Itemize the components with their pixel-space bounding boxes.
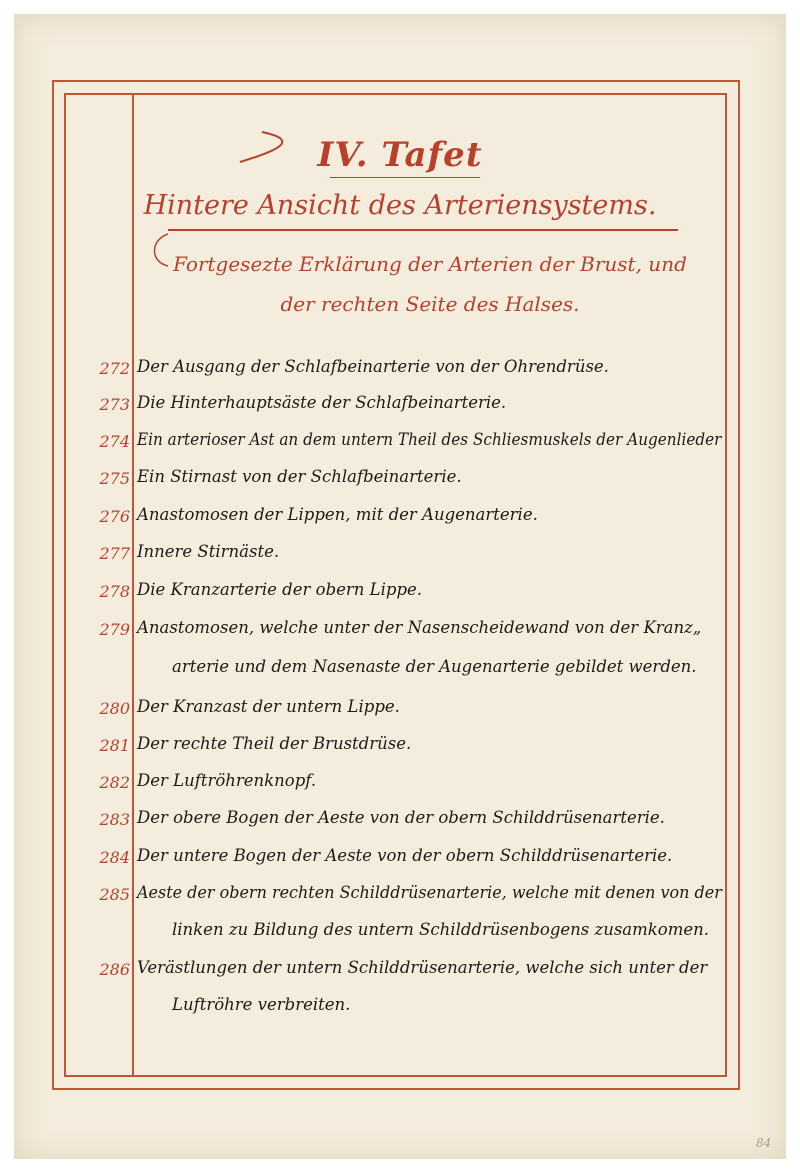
entry-number: 272 [99,359,130,378]
entry-text: Der Luftröhrenknopf. [137,771,317,790]
entry-number: 276 [99,507,130,526]
entry-text: Innere Stirnäste. [137,542,280,561]
entry-text: Anastomosen der Lippen, mit der Augenarterie. [137,505,538,524]
entry-number: 283 [99,810,130,829]
page-number: 84 [756,1136,772,1150]
entry-text-continuation: linken zu Bildung des untern Schilddrüsenbogens zusamkomen. [172,920,709,939]
entry-text: Der obere Bogen der Aeste von der obern Schilddrüsenarterie. [137,808,665,827]
entry-number: 273 [99,395,130,414]
entry-text: Der Ausgang der Schlafbeinarterie von der Ohrendrüse. [137,357,609,376]
entry-number: 274 [99,432,130,451]
entry-text: Die Kranzarterie der obern Lippe. [137,580,423,599]
page-heading: Hintere Ansicht des Arteriensystems. [143,190,657,221]
entry-number: 275 [99,469,130,488]
entry-number: 280 [99,699,130,718]
entry-number: 282 [99,773,130,792]
entry-text: Die Hinterhauptsäste der Schlafbeinarterie. [137,393,507,412]
entry-number: 285 [99,885,130,904]
entry-number: 277 [99,544,130,563]
entry-text: Der Kranzast der untern Lippe. [137,697,400,716]
entry-number: 279 [99,620,130,639]
subtitle-line-2: der rechten Seite des Halses. [280,292,580,316]
entry-text-continuation: Luftröhre verbreiten. [172,995,351,1014]
entry-text: Verästlungen der untern Schilddrüsenarterie, welche sich unter der [137,958,708,977]
entry-text: Der rechte Theil der Brustdrüse. [137,734,412,753]
entry-number: 281 [99,736,130,755]
entry-number: 278 [99,582,130,601]
entry-text: Der untere Bogen der Aeste von der obern Schilddrüsenarterie. [137,846,673,865]
entry-text: Ein Stirnast von der Schlafbeinarterie. [137,467,462,486]
entry-number: 284 [99,848,130,867]
entry-number: 286 [99,960,130,979]
entry-text: Ein arterioser Ast an dem untern Theil des Schliesmuskels der Augenlieder [137,430,722,449]
entry-text: Aeste der obern rechten Schilddrüsenarterie, welche mit denen von der [137,883,722,902]
entry-text-continuation: arterie und dem Nasenaste der Augenarterie gebildet werden. [172,657,697,676]
subtitle-line-1: Fortgesezte Erklärung der Arterien der Brust, und [173,252,687,276]
entry-text: Anastomosen, welche unter der Nasenscheidewand von der Kranz„ [137,618,702,637]
plate-title: IV. Tafet [317,135,483,175]
